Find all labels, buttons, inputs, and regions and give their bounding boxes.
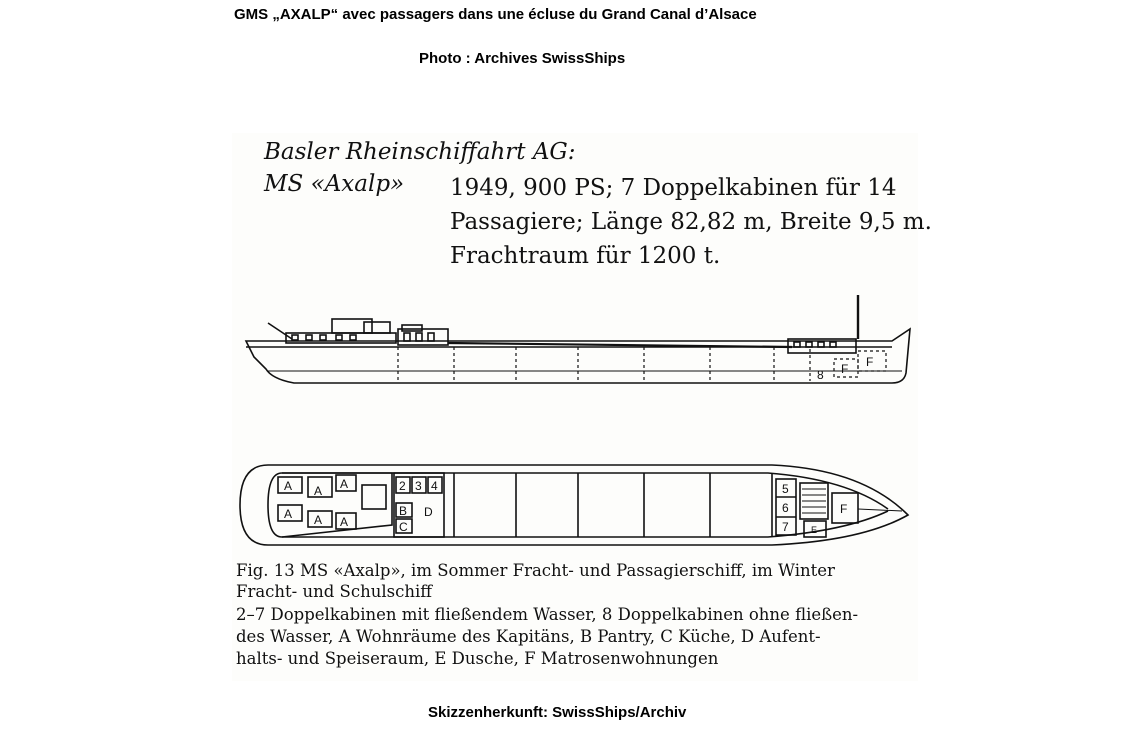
plan-label-cabin-5: 5 bbox=[782, 482, 789, 496]
side-label-f: F bbox=[866, 355, 874, 369]
plan-label-f: F bbox=[840, 502, 848, 516]
figure-caption: Fracht- und Schulschiff bbox=[236, 582, 432, 601]
plan-label-e: E bbox=[811, 525, 818, 535]
plan-label-a: A bbox=[340, 477, 349, 491]
spec-line: Passagiere; Länge 82,82 m, Breite 9,5 m. bbox=[450, 209, 932, 235]
figure-legend: des Wasser, A Wohnräume des Kapitäns, B Pantry, C Küche, D Aufent- bbox=[236, 627, 821, 646]
plan-label-a: A bbox=[284, 507, 293, 521]
plan-label-cabin-7: 7 bbox=[782, 520, 789, 534]
figure-legend: 2–7 Doppelkabinen mit fließendem Wasser, 8 Doppelkabinen ohne fließen- bbox=[236, 605, 859, 624]
plan-label-cabin-2: 2 bbox=[399, 479, 406, 493]
plan-label-a: A bbox=[340, 515, 349, 529]
plan-label-cabin-3: 3 bbox=[415, 479, 422, 493]
ship-drawing-scan bbox=[232, 133, 932, 681]
plan-label-a: A bbox=[314, 513, 323, 527]
plan-label-a: A bbox=[284, 479, 293, 493]
ship-name: MS «Axalp» bbox=[264, 171, 405, 197]
plan-label-cabin-6: 6 bbox=[782, 501, 789, 515]
plan-label-d: D bbox=[424, 505, 433, 519]
company-name: Basler Rheinschiffahrt AG: bbox=[264, 139, 576, 165]
spec-line: 1949, 900 PS; 7 Doppelkabinen für 14 bbox=[450, 175, 897, 201]
side-label-8: 8 bbox=[817, 368, 824, 382]
spec-line: Frachtraum für 1200 t. bbox=[450, 243, 721, 269]
photo-credit: Photo : Archives SwissShips bbox=[419, 50, 626, 67]
side-elevation bbox=[246, 295, 910, 383]
plan-label-cabin-4: 4 bbox=[431, 479, 438, 493]
plan-label-b: B bbox=[399, 504, 408, 518]
side-label-f: F bbox=[841, 362, 849, 376]
plan-label-c: C bbox=[399, 520, 408, 534]
figure-caption: Fig. 13 MS «Axalp», im Sommer Fracht- und Passagierschiff, im Winter bbox=[236, 561, 835, 580]
page-title: GMS „AXALP“ avec passagers dans une écluse du Grand Canal d’Alsace bbox=[234, 6, 757, 23]
plan-label-a: A bbox=[314, 484, 323, 498]
sketch-source: Skizzenherkunft: SwissShips/Archiv bbox=[428, 704, 687, 721]
figure-legend: halts- und Speiseraum, E Dusche, F Matrosenwohnungen bbox=[236, 649, 719, 668]
